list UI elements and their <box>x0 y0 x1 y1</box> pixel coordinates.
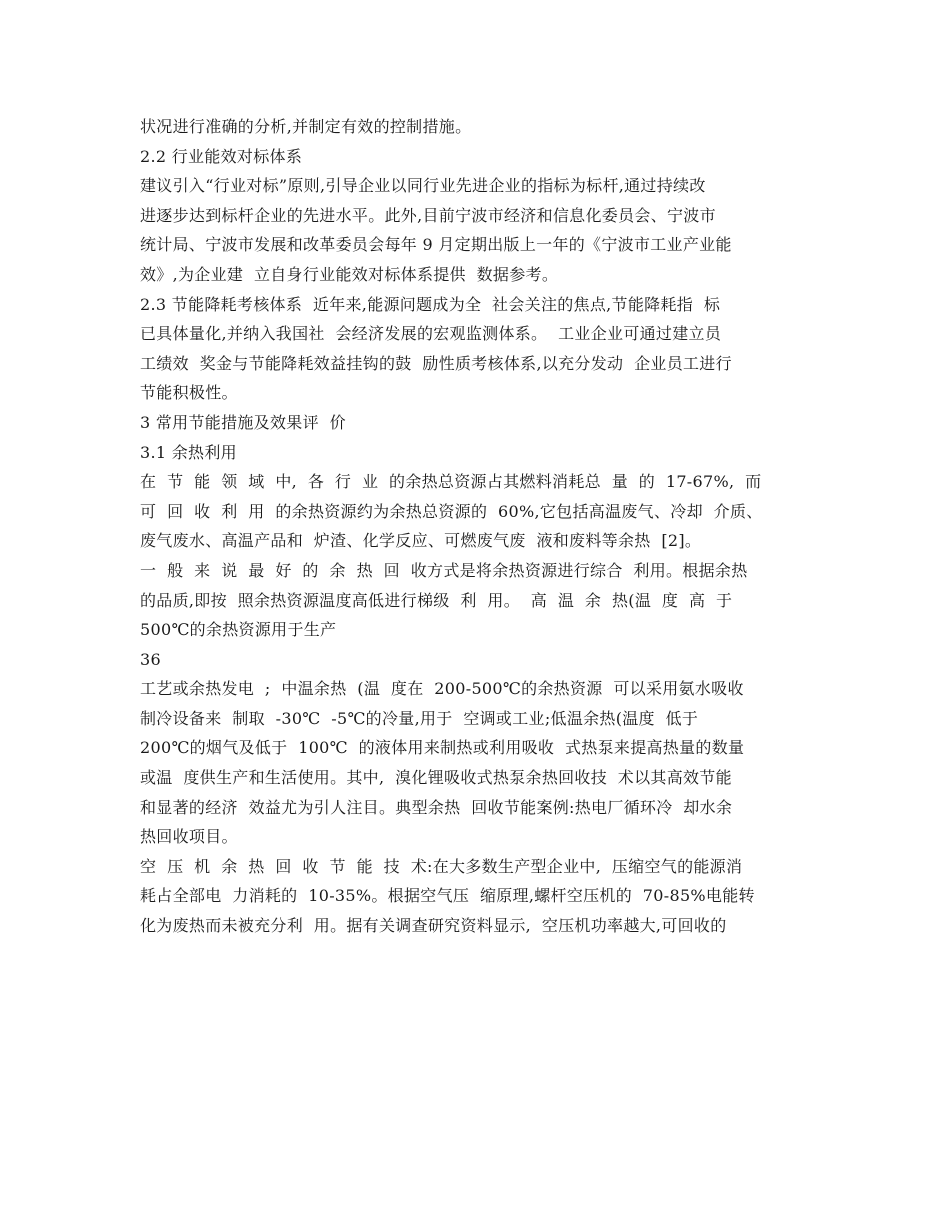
section-heading: 2.3 节能降耗考核体系 近年来,能源问题成为全 社会关注的焦点,节能降耗指 标 <box>140 294 721 314</box>
text-line: 热回收项目。 <box>140 827 238 847</box>
text-line: 500℃的余热资源用于生产 <box>140 620 337 640</box>
text-line: 一 般 来 说 最 好 的 余 热 回 收方式是将余热资源进行综合 利用。根据余热 <box>140 560 748 580</box>
page-number: 36 <box>140 649 161 669</box>
text-line: 或温 度供生产和生活使用。其中, 溴化锂吸收式热泵余热回收技 术以其高效节能 <box>140 768 732 788</box>
text-line: 的品质,即按 照余热资源温度高低进行梯级 利 用。 高 温 余 热(温 度 高 于 <box>140 590 733 610</box>
text-line: 节能积极性。 <box>140 383 238 403</box>
text-line: 效》,为企业建 立自身行业能效对标体系提供 数据参考。 <box>140 264 559 284</box>
text-line: 空 压 机 余 热 回 收 节 能 技 术:在大多数生产型企业中, 压缩空气的能源消 <box>140 856 743 876</box>
text-line: 制冷设备来 制取 -30℃ -5℃的冷量,用于 空调或工业;低温余热(温度 低于 <box>140 708 699 728</box>
text-line: 可 回 收 利 用 的余热资源约为余热总资源的 60%,它包括高温废气、冷却 介质、 <box>140 501 763 521</box>
text-line: 已具体量化,并纳入我国社 会经济发展的宏观监测体系。 工业企业可通过建立员 <box>140 324 722 344</box>
text-line: 建议引入“行业对标”原则,引导企业以同行业先进企业的指标为标杆,通过持续改 <box>140 176 706 196</box>
text-line: 化为废热而未被充分利 用。据有关调查研究资料显示, 空压机功率越大,可回收的 <box>140 916 727 936</box>
text-line: 状况进行准确的分析,并制定有效的控制措施。 <box>140 117 472 136</box>
document-page <box>140 112 830 941</box>
text-line: 在 节 能 领 域 中, 各 行 业 的余热总资源占其燃料消耗总 量 的 17-67%, 而 <box>140 472 762 492</box>
text-line: 工艺或余热发电 ; 中温余热 (温 度在 200-500℃的余热资源 可以采用氨水吸收 <box>140 679 744 699</box>
text-line: 和显著的经济 效益尤为引人注目。典型余热 回收节能案例:热电厂循环冷 却水余 <box>140 797 733 817</box>
text-line: 工绩效 奖金与节能降耗效益挂钩的鼓 励性质考核体系,以充分发动 企业员工进行 <box>140 353 732 373</box>
text-line: 200℃的烟气及低于 100℃ 的液体用来制热或利用吸收 式热泵来提高热量的数量 <box>140 738 745 758</box>
section-heading: 3.1 余热利用 <box>140 442 237 462</box>
text-line: 统计局、宁波市发展和改革委员会每年 9 月定期出版上一年的《宁波市工业产业能 <box>140 235 732 255</box>
text-line: 耗占全部电 力消耗的 10-35%。根据空气压 缩原理,螺杆空压机的 70-85%电能转 <box>140 886 755 906</box>
section-heading: 3 常用节能措施及效果评 价 <box>140 412 346 432</box>
section-heading: 2.2 行业能效对标体系 <box>140 146 303 166</box>
text-line: 进逐步达到标杆企业的先进水平。此外,目前宁波市经济和信息化委员会、宁波市 <box>140 205 716 225</box>
text-line: 废气废水、高温产品和 炉渣、化学反应、可燃废气废 液和废料等余热 [2]。 <box>140 531 702 551</box>
